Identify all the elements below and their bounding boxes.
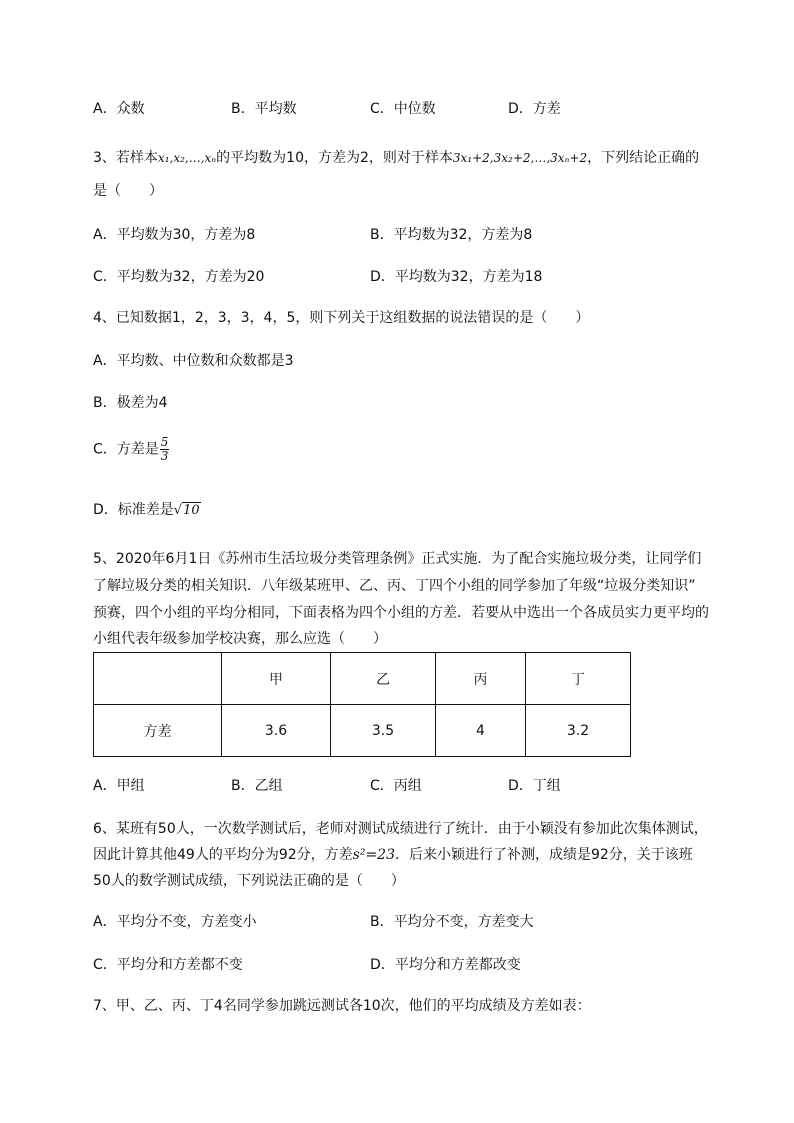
q5-stem-line3: 预赛，四个小组的平均分相同，下面表格为四个小组的方差．若要从中选出一个各成员实力更平均的 <box>93 605 709 621</box>
q3-option-c: C．平均数为32，方差为20 <box>93 269 265 285</box>
table-row-label: 方差 <box>94 705 222 757</box>
q2-option-c: C．中位数 <box>370 101 436 117</box>
q6-option-a: A．平均分不变，方差变小 <box>93 914 257 930</box>
q4-fraction <box>160 436 170 463</box>
q6-stem-line3: 50人的数学测试成绩，下列说法正确的是（ ） <box>93 873 405 889</box>
q5-variance-table <box>93 652 631 757</box>
table-cell-ding: 3.2 <box>526 705 631 757</box>
q4-option-a: A．平均数、中位数和众数都是3 <box>93 353 294 369</box>
q5-option-a: A．甲组 <box>93 778 145 794</box>
table-header-empty <box>94 653 222 705</box>
q2-option-b: B．平均数 <box>231 101 297 117</box>
q4-fraction-denominator: 3 <box>160 449 169 463</box>
q3-prefix: 3、若样本 <box>93 150 158 166</box>
q4-radicand: 10 <box>183 503 200 518</box>
q6-stem-line1: 6、某班有50人，一次数学测试后，老师对测试成绩进行了统计．由于小颖没有参加此次集体测试， <box>93 821 708 837</box>
q3-sample2: 3x₁+2,3x₂+2,…,3xₙ+2 <box>452 151 588 165</box>
table-header-jia: 甲 <box>222 653 331 705</box>
q4-stem: 4、已知数据1，2，3，3，4，5，则下列关于这组数据的说法错误的是（ ） <box>93 310 590 326</box>
q3-option-a: A．平均数为30，方差为8 <box>93 227 256 243</box>
q2-option-d: D．方差 <box>508 101 561 117</box>
q6-line2-c: ．后来小颖进行了补测，成绩是92分，关于该班 <box>394 847 693 863</box>
q3-stem-line2: 是（ ） <box>93 183 163 199</box>
q4-option-d-label: D．标准差是 <box>93 502 174 518</box>
table-row <box>94 705 631 757</box>
table-cell-bing: 4 <box>436 705 526 757</box>
sqrt-icon: √10 <box>173 503 200 518</box>
table-cell-jia: 3.6 <box>222 705 331 757</box>
q4-option-d <box>93 500 201 521</box>
q5-option-c: C．丙组 <box>370 778 422 794</box>
q6-variance-expression: s²=23 <box>352 847 395 863</box>
q4-fraction-numerator: 5 <box>160 435 169 449</box>
q2-option-a: A．众数 <box>93 101 145 117</box>
q5-option-b: B．乙组 <box>231 778 283 794</box>
q4-option-c-label: C．方差是 <box>93 441 159 458</box>
q5-stem-line4: 小组代表年级参加学校决赛，那么应选（ ） <box>93 631 387 647</box>
q4-option-c <box>93 436 169 463</box>
q5-stem-line1: 5、2020年6月1日《苏州市生活垃圾分类管理条例》正式实施．为了配合实施垃圾分类，让同学们 <box>93 551 702 567</box>
q6-line2-a: 因此计算其他49人的平均分为92分，方差 <box>93 847 353 863</box>
q3-option-b: B．平均数为32，方差为8 <box>370 227 533 243</box>
table-header-row <box>94 653 631 705</box>
q3-sample1: x₁,x₂,…,xₙ <box>157 151 217 165</box>
q3-mid: 的平均数为10，方差为2，则对于样本 <box>216 150 453 166</box>
q3-option-d: D．平均数为32，方差为18 <box>370 269 543 285</box>
table-header-bing: 丙 <box>436 653 526 705</box>
q7-stem: 7、甲、乙、丙、丁4名同学参加跳远测试各10次，他们的平均成绩及方差如表： <box>93 998 591 1014</box>
q3-stem-line1 <box>93 148 699 168</box>
q5-option-d: D．丁组 <box>508 778 561 794</box>
table-header-ding: 丁 <box>526 653 631 705</box>
q6-option-c: C．平均分和方差都不变 <box>93 957 243 973</box>
q5-stem-line2: 了解垃圾分类的相关知识．八年级某班甲、乙、丙、丁四个小组的同学参加了年级“垃圾分类知识” <box>93 578 696 594</box>
q6-stem-line2 <box>93 845 693 865</box>
q4-option-b: B．极差为4 <box>93 395 168 411</box>
q6-option-d: D．平均分和方差都改变 <box>370 957 521 973</box>
table-header-yi: 乙 <box>331 653 436 705</box>
table-cell-yi: 3.5 <box>331 705 436 757</box>
q6-option-b: B．平均分不变，方差变大 <box>370 914 534 930</box>
q3-suffix: ，下列结论正确的 <box>587 150 700 166</box>
